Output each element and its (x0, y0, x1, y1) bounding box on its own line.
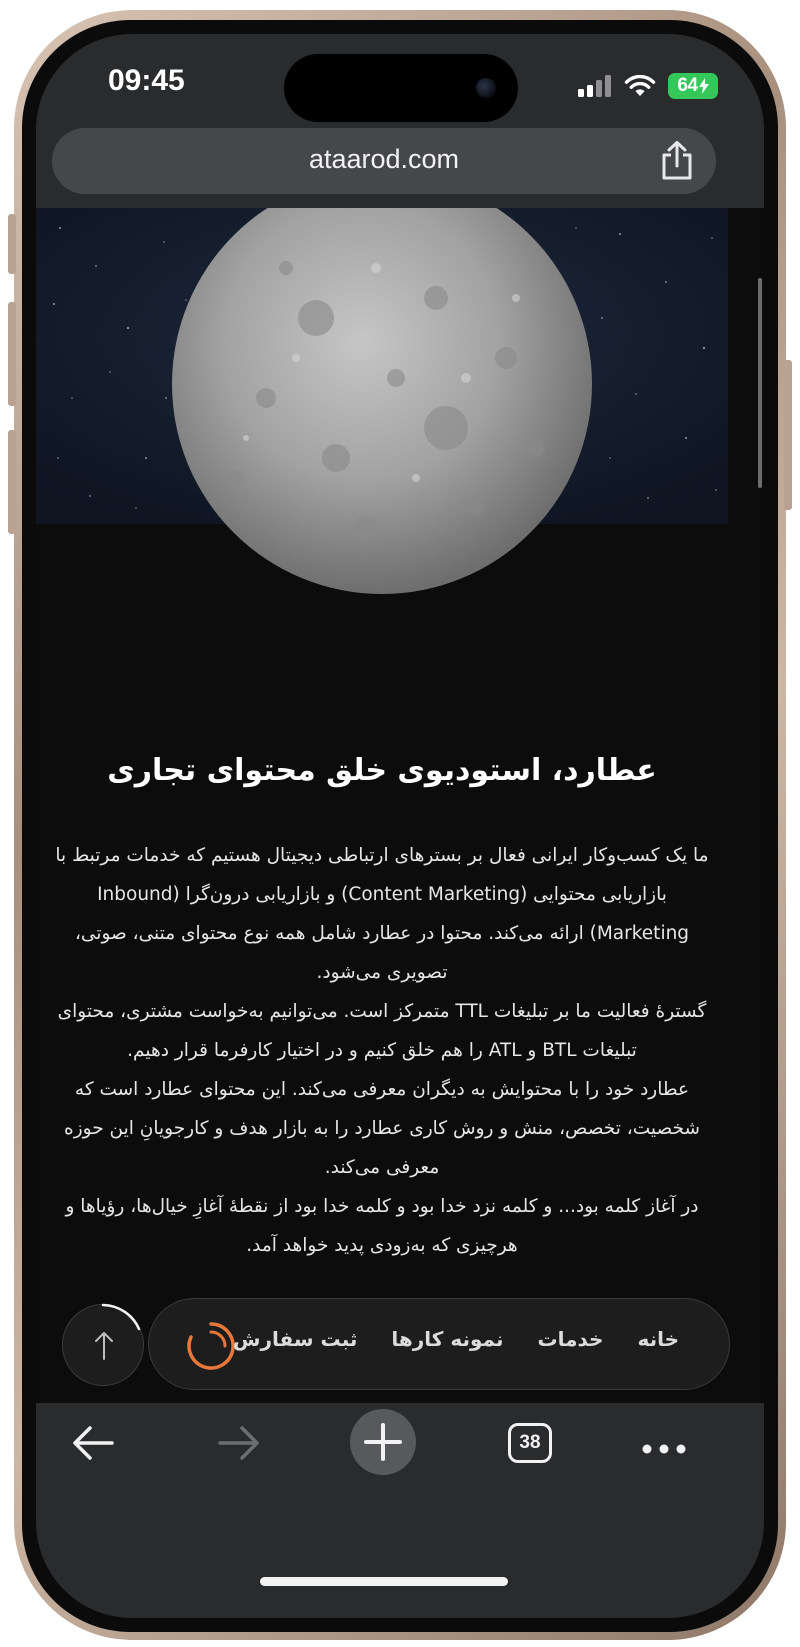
status-icons (578, 72, 718, 100)
nav-item-portfolio[interactable]: نمونه کارها (391, 1327, 504, 1351)
scroll-indicator[interactable] (758, 278, 762, 488)
nav-item-home[interactable]: خانه (637, 1327, 679, 1351)
volume-up-button (8, 302, 16, 406)
moon-hero-image (36, 208, 728, 608)
dynamic-island (284, 54, 518, 122)
floating-nav (148, 1298, 730, 1390)
address-bar[interactable] (52, 128, 716, 194)
home-indicator[interactable] (260, 1577, 508, 1586)
paragraph: گسترهٔ فعالیت ما بر تبلیغات TTL متمرکز است. می‌توانیم به‌خواست مشتری، محتوای تبلیغات BTL و ATL را هم خلق کنیم و در اختیار کارفرما قرار دهیم. (57, 1001, 707, 1061)
intro-text (48, 836, 716, 1265)
paragraph: عطارد خود را با محتوایش به دیگران معرفی می‌کند. این محتوای عطارد است که شخصیت، تخصص، منش و روش کاری عطارد را به بازار هدف و کارجویانِ این حوزه معرفی می‌کند. (64, 1079, 700, 1178)
action-button (8, 214, 16, 274)
paragraph: در آغاز کلمه بود... و کلمه نزد خدا بود و کلمه خدا بود از نقطهٔ آغازِ خیال‌ها، رؤیاها و هرچیزی که به‌زودی پدید خواهد آمد. (65, 1196, 699, 1256)
more-icon[interactable] (642, 1439, 686, 1458)
web-content[interactable] (36, 208, 764, 1403)
status-time: 09:45 (108, 64, 185, 97)
wifi-icon (624, 74, 656, 98)
tabs-icon[interactable]: 38 (508, 1423, 552, 1463)
signal-icon (578, 75, 612, 97)
nav-item-order[interactable]: ثبت سفارش (232, 1327, 358, 1351)
volume-down-button (8, 430, 16, 534)
back-to-top-button[interactable] (62, 1304, 144, 1386)
paragraph: ما یک کسب‌وکار ایرانی فعال بر بسترهای ارتباطی دیجیتال هستیم که خدمات مرتبط با بازاریابی محتوایی (Content Marketing) و بازاریابی درون‌گرا (Inbound Marketing) ارائه می‌کند. محتوا در عطارد شامل همه نوع محتوای متنی، صوتی، تصویری می‌شود. (55, 845, 709, 983)
nav-menu (233, 1327, 679, 1351)
forward-arrow-icon[interactable] (218, 1425, 260, 1465)
share-icon[interactable] (660, 141, 694, 181)
battery-charging-icon (668, 73, 718, 99)
back-arrow-icon[interactable] (72, 1425, 114, 1465)
plus-icon[interactable] (350, 1409, 416, 1475)
battery-level: 64 (677, 75, 698, 96)
power-button (784, 360, 792, 510)
address-bar-area (36, 124, 764, 208)
nav-item-services[interactable]: خدمات (537, 1327, 604, 1351)
screen (36, 34, 764, 1618)
arrow-up-icon (92, 1331, 116, 1365)
loader-icon (185, 1320, 237, 1376)
page-title: عطارد، استودیوی خلق محتوای تجاری (107, 753, 657, 788)
front-camera (476, 78, 496, 98)
url-text[interactable]: ataarod.com (308, 144, 460, 174)
